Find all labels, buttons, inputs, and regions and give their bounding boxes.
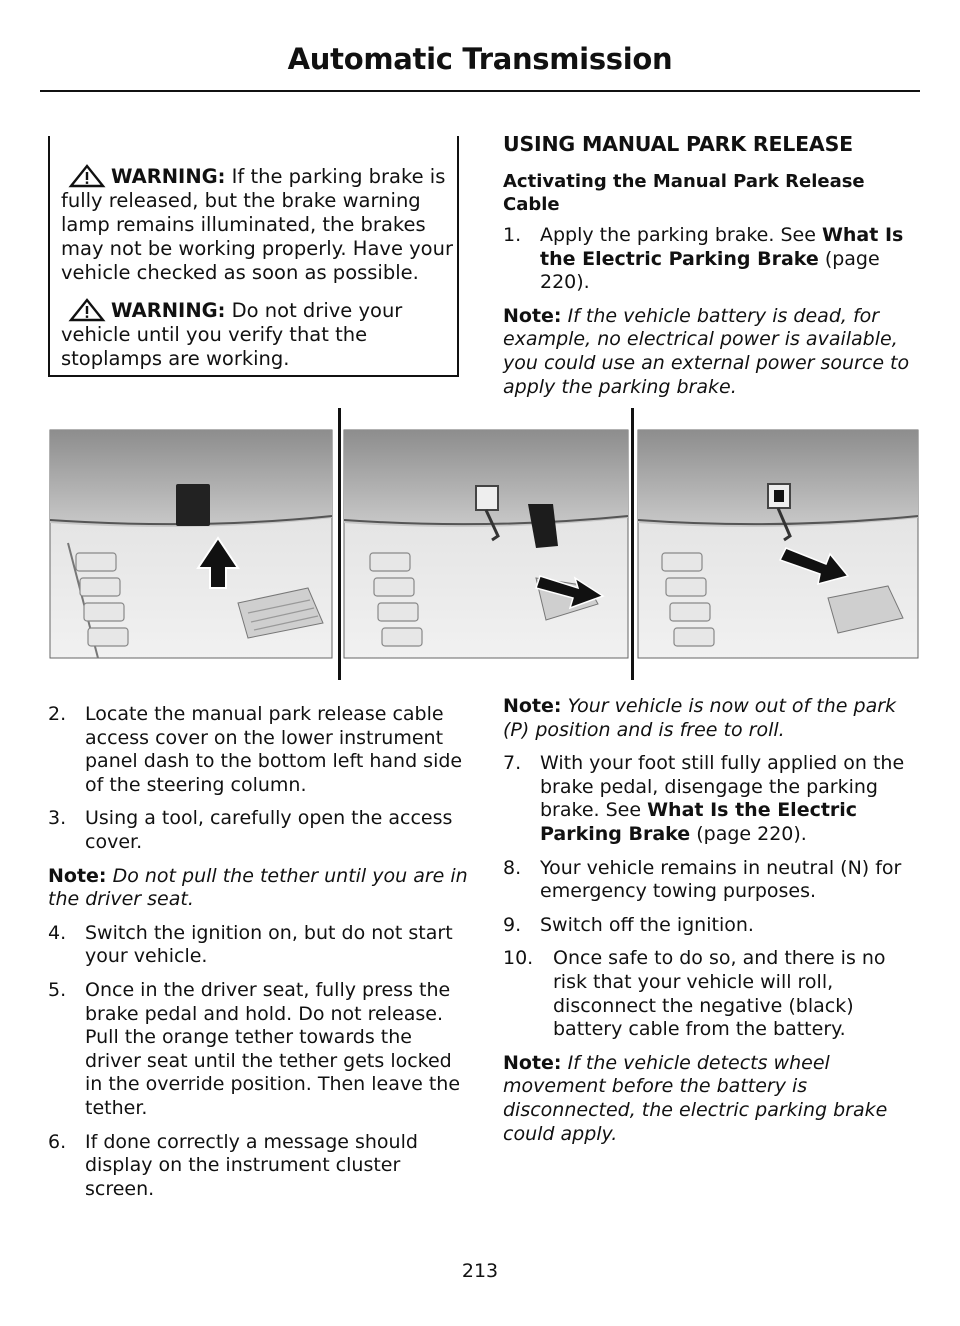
step-text: If done correctly a message should display on the instrument cluster screen. [85,1130,418,1200]
section-heading: USING MANUAL PARK RELEASE [503,132,853,156]
step-2 [48,703,468,797]
page-number: 213 [461,1260,499,1282]
step-text: Locate the manual park release cable access cover on the lower instrument panel dash to the bottom left hand side of the steering column. [85,703,463,796]
step-text: Switch off the ignition. [540,913,754,936]
step-number: 1. [503,224,522,246]
step-4 [48,922,468,969]
step-number: 6. [48,1130,67,1153]
note-text: Do not pull the tether until you are in the driver seat. [48,864,468,911]
step-text: Using a tool, carefully open the access cover. [85,807,453,853]
note-text: Your vehicle is now out of the park (P) position and is free to roll. [503,695,897,741]
step-text: With your foot still fully applied on the brake pedal, disengage the parking brake. See [540,752,905,822]
panel-1-cover-location [50,430,332,658]
step-1 [503,224,923,295]
step-text: Once in the driver seat, fully press the brake pedal and hold. Do not release. Pull the orange tether towards the driver seat until the tether gets locked in the override position. Then leave the tether. [85,978,461,1119]
note-text: If the vehicle battery is dead, for example, no electrical power is available, you could use an external power source to apply the parking brake. [503,304,910,398]
step-number: 3. [48,807,67,830]
manual-park-release-section [503,132,923,409]
header-divider [40,90,920,92]
note-text: If the vehicle detects wheel movement before the battery is disconnected, the electric parking brake could apply. [503,1051,888,1145]
step-number: 7. [503,752,522,775]
step-text: Apply the parking brake. See [540,224,822,246]
warning-text: If the parking brake is fully released, but the brake warning lamp remains illuminated, the brakes may not be working properly. Have your vehicle checked as soon as possible. [61,165,453,284]
step-5 [48,979,468,1121]
step-6 [48,1131,468,1202]
panel-divider [338,408,341,680]
steps-right-column [503,695,923,1156]
page-reference: (page 220). [690,822,807,845]
warning-label: WARNING: [111,165,226,188]
note-label: Note: [503,1051,562,1074]
note-label: Note: [48,864,107,887]
step-text: Switch the ignition on, but do not start your vehicle. [85,921,453,968]
step-number: 4. [48,921,67,944]
step-number: 5. [48,978,67,1001]
step-text: Once safe to do so, and there is no risk that your vehicle will roll, disconnect the negative (black) battery cable from the battery. [553,947,886,1041]
note [48,865,468,912]
note [503,305,923,399]
warning-triangle-icon [67,164,107,188]
warning-triangle-icon [67,298,107,322]
step-8 [503,857,923,904]
note-label: Note: [503,695,562,717]
warning-1 [61,164,453,285]
step-number: 2. [48,703,67,725]
step-9 [503,914,923,938]
panel-2-cover-open [344,430,628,658]
subsection-heading: Activating the Manual Park Release Cable [503,171,865,215]
steps-left-column [48,703,468,1211]
panel-3-tether-pulled [638,430,918,658]
page-reference: (page 220). [540,247,880,294]
step-text: Your vehicle remains in neutral (N) for emergency towing purposes. [540,856,902,903]
note [503,695,923,742]
manual-park-release-illustration [48,408,920,680]
note-label: Note: [503,304,562,327]
panel-divider [631,408,634,680]
warning-text: Do not drive your vehicle until you verify that the stoplamps are working. [61,299,403,370]
step-number: 9. [503,913,522,936]
note [503,1052,923,1146]
page-title: Automatic Transmission [287,42,673,76]
warning-2 [61,298,453,371]
cross-reference-link[interactable]: What Is the Electric Parking Brake [540,799,858,845]
step-3 [48,807,468,854]
step-number: 10. [503,947,534,970]
step-number: 8. [503,856,522,879]
warning-label: WARNING: [111,299,226,322]
step-10 [503,947,923,1041]
step-7 [503,752,923,846]
cross-reference-link[interactable]: What Is the Electric Parking Brake [540,224,904,270]
warning-box [48,136,459,377]
